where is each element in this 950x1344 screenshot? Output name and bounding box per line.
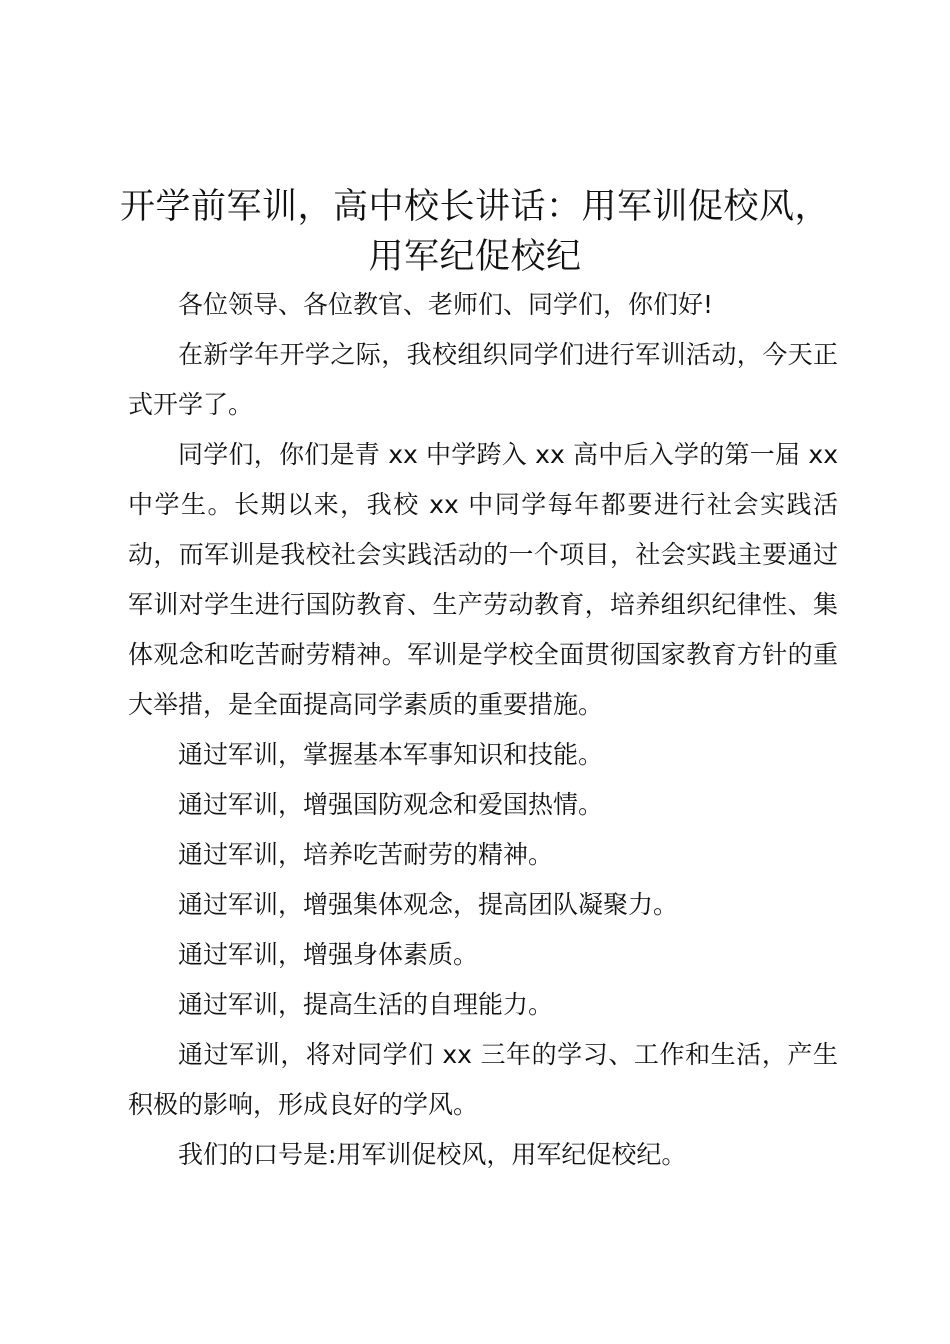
paragraph-greeting: 各位领导、各位教官、老师们、同学们，你们好! xyxy=(178,290,714,319)
paragraph-background: 同学们，你们是青 xx 中学跨入 xx 高中后入学的第一届 xx 中学生。长期以来，我校 xx 中同学每年都要进行社会实践活动，而军训是我校社会实践活动的一个项目，社会实践主要通过军训对学生进行国防教育、生产劳动教育，培养组织纪律性、集体观念和吃苦耐劳精神。军训是学校全面贯彻国家教育方针的重大举措，是全面提高同学素质的重要措施。 xyxy=(128,440,838,719)
document-body xyxy=(128,280,838,1180)
paragraph-goal-skills: 通过军训，掌握基本军事知识和技能。 xyxy=(178,740,604,769)
paragraph-goal-teamwork: 通过军训，增强集体观念，提高团队凝聚力。 xyxy=(178,890,679,919)
paragraph-goal-defense: 通过军训，增强国防观念和爱国热情。 xyxy=(178,790,604,819)
paragraph-goal-endurance: 通过军训，培养吃苦耐劳的精神。 xyxy=(178,840,554,869)
paragraph-opening: 在新学年开学之际，我校组织同学们进行军训活动，今天正式开学了。 xyxy=(128,340,838,419)
paragraph-slogan: 我们的口号是:用军训促校风，用军纪促校纪。 xyxy=(178,1140,687,1169)
paragraph-goal-fitness: 通过军训，增强身体素质。 xyxy=(178,940,479,969)
document-title-line-2: 用军纪促校纪 xyxy=(368,237,582,277)
paragraph-goal-impact: 通过军训，将对同学们 xx 三年的学习、工作和生活，产生积极的影响，形成良好的学风。 xyxy=(128,1040,838,1119)
document-title-line-1: 开学前军训，高中校长讲话：用军训促校风， xyxy=(119,187,830,227)
paragraph-goal-self-care: 通过军训，提高生活的自理能力。 xyxy=(178,990,554,1019)
